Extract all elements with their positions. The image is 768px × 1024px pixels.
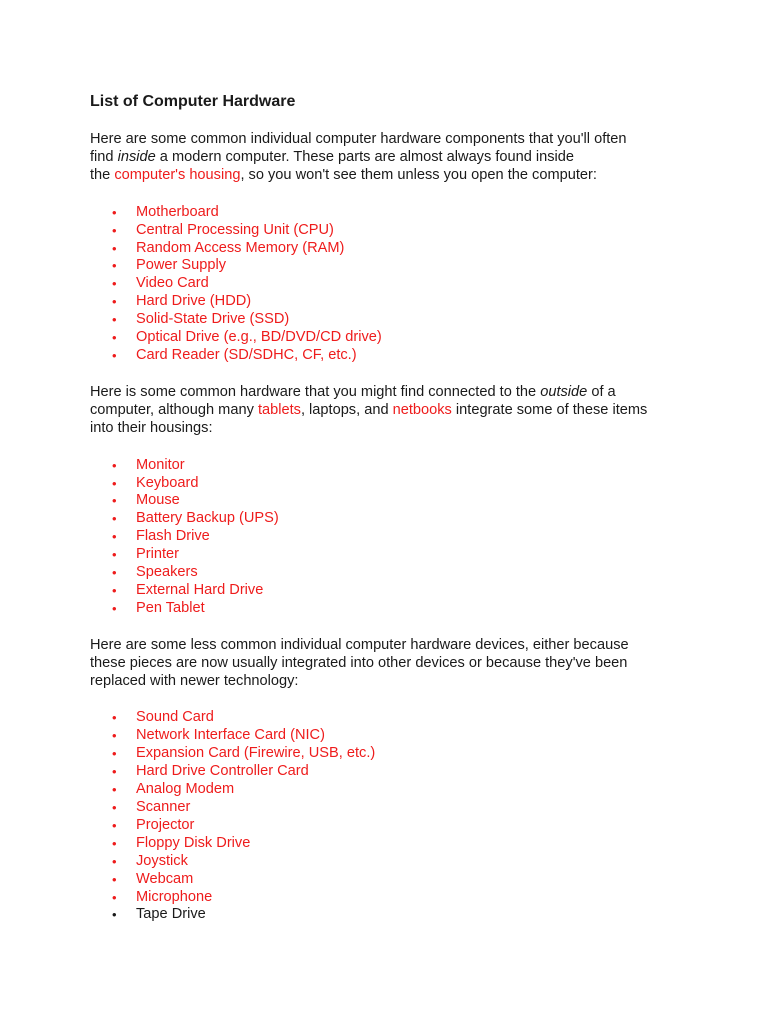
bullet-icon: • — [112, 728, 117, 744]
list-item[interactable] — [90, 727, 710, 745]
list-item-label: Keyboard — [136, 474, 199, 491]
list-item[interactable] — [90, 853, 710, 871]
bullet-icon: • — [112, 871, 117, 887]
list-item[interactable] — [90, 204, 710, 222]
bullet-icon: • — [112, 889, 117, 905]
list-item[interactable] — [90, 240, 710, 258]
bullet-icon: • — [112, 600, 117, 616]
bullet-icon: • — [112, 457, 117, 473]
list-item[interactable] — [90, 564, 710, 582]
intro3-line2: these pieces are now usually integrated into other devices or because they've been — [90, 654, 628, 671]
list-item[interactable] — [90, 492, 710, 510]
list-item-label: Motherboard — [136, 203, 219, 220]
list-item[interactable] — [90, 528, 710, 546]
bullet-icon: • — [112, 782, 117, 798]
bullet-icon: • — [112, 835, 117, 851]
intro2-line2c: integrate some of these items — [451, 401, 648, 418]
list-item-label: Hard Drive (HDD) — [136, 293, 252, 310]
list-item-label: Mouse — [136, 492, 180, 509]
outside-hardware-list — [90, 457, 710, 618]
list-item[interactable] — [90, 510, 710, 528]
intro1-line2b: a modern computer. These parts are almost always found inside — [155, 148, 575, 165]
list-item-label: External Hard Drive — [136, 581, 264, 598]
intro2-line2a: computer, although many — [90, 401, 258, 418]
intro-paragraph-inside — [90, 131, 710, 185]
bullet-icon: • — [112, 817, 117, 833]
intro2-line1a: Here is some common hardware that you might find connected to the — [90, 383, 541, 400]
intro2-line3: into their housings: — [90, 419, 213, 436]
tablets-link[interactable]: tablets — [257, 401, 301, 418]
intro-paragraph-less-common — [90, 637, 710, 691]
list-item[interactable] — [90, 763, 710, 781]
intro3-line3: replaced with newer technology: — [90, 672, 299, 689]
bullet-icon: • — [112, 746, 117, 762]
list-item[interactable] — [90, 293, 710, 311]
list-item-label: Flash Drive — [136, 528, 210, 545]
list-item[interactable] — [90, 311, 710, 329]
bullet-icon: • — [112, 475, 117, 491]
bullet-icon: • — [112, 258, 117, 274]
netbooks-link[interactable]: netbooks — [392, 401, 452, 418]
list-item[interactable] — [90, 889, 710, 907]
intro2-italic-outside: outside — [540, 383, 588, 400]
list-item[interactable] — [90, 257, 710, 275]
list-item[interactable] — [90, 222, 710, 240]
list-item-label: Battery Backup (UPS) — [136, 510, 279, 527]
list-item-label: Sound Card — [136, 709, 214, 726]
list-item[interactable] — [90, 546, 710, 564]
bullet-icon: • — [112, 511, 117, 527]
list-item-label: Speakers — [136, 564, 198, 581]
list-item-label: Tape Drive — [136, 906, 206, 923]
list-item-label: Joystick — [136, 852, 188, 869]
list-item-label: Pen Tablet — [136, 599, 205, 616]
list-item[interactable] — [90, 817, 710, 835]
list-item-label: Central Processing Unit (CPU) — [136, 221, 334, 238]
list-item[interactable] — [90, 347, 710, 365]
list-item[interactable] — [90, 582, 710, 600]
bullet-icon: • — [112, 529, 117, 545]
less-common-hardware-list — [90, 709, 710, 924]
list-item[interactable] — [90, 475, 710, 493]
list-item-label: Printer — [136, 546, 179, 563]
intro1-italic-inside: inside — [117, 148, 156, 165]
bullet-icon: • — [112, 347, 117, 363]
list-item-label: Floppy Disk Drive — [136, 834, 251, 851]
list-item[interactable] — [90, 600, 710, 618]
bullet-icon: • — [112, 710, 117, 726]
inside-hardware-list — [90, 204, 710, 365]
list-item[interactable] — [90, 457, 710, 475]
list-item-label: Optical Drive (e.g., BD/DVD/CD drive) — [136, 329, 382, 346]
list-item[interactable] — [90, 709, 710, 727]
list-item-label: Power Supply — [136, 257, 227, 274]
intro1-line3b: , so you won't see them unless you open the computer: — [240, 166, 597, 183]
bullet-icon: • — [112, 204, 117, 220]
list-item[interactable] — [90, 275, 710, 293]
intro2-line1b: of a — [587, 383, 616, 400]
list-item-label: Hard Drive Controller Card — [136, 763, 309, 780]
bullet-icon: • — [112, 853, 117, 869]
intro3-line1: Here are some less common individual computer hardware devices, either because — [90, 636, 629, 653]
list-item[interactable] — [90, 329, 710, 347]
list-item[interactable] — [90, 745, 710, 763]
list-item-label: Card Reader (SD/SDHC, CF, etc.) — [136, 346, 357, 363]
list-item-label: Video Card — [136, 275, 209, 292]
list-item[interactable] — [90, 781, 710, 799]
list-item-label: Projector — [136, 816, 195, 833]
list-item — [90, 906, 710, 924]
bullet-icon: • — [112, 276, 117, 292]
bullet-icon: • — [112, 294, 117, 310]
computer-housing-link[interactable]: computer's housing — [114, 166, 241, 183]
intro1-line2a: find — [90, 148, 118, 165]
bullet-icon: • — [112, 800, 117, 815]
list-item-label: Scanner — [136, 799, 191, 815]
bullet-icon: • — [112, 312, 117, 328]
bullet-icon: • — [112, 565, 117, 581]
intro-paragraph-outside — [90, 384, 710, 438]
intro2-line2b: , laptops, and — [300, 401, 393, 418]
bullet-icon: • — [112, 240, 117, 256]
list-item-label: Analog Modem — [136, 781, 235, 798]
bullet-icon: • — [112, 907, 117, 923]
bullet-icon: • — [112, 330, 117, 346]
list-item-label: Network Interface Card (NIC) — [136, 727, 325, 744]
bullet-icon: • — [112, 493, 117, 509]
list-item-label: Microphone — [136, 888, 213, 905]
list-item-label: Solid-State Drive (SSD) — [136, 311, 290, 328]
list-item[interactable] — [90, 835, 710, 853]
bullet-icon: • — [112, 582, 117, 598]
list-item-label: Random Access Memory (RAM) — [136, 239, 345, 256]
document-page — [90, 92, 710, 924]
intro1-line3a: the — [90, 166, 115, 183]
bullet-icon: • — [112, 222, 117, 238]
bullet-icon: • — [112, 547, 117, 563]
list-item[interactable] — [90, 871, 710, 889]
bullet-icon: • — [112, 764, 117, 780]
list-item-label: Expansion Card (Firewire, USB, etc.) — [136, 745, 376, 762]
list-item-label: Webcam — [136, 870, 194, 887]
list-item-label: Monitor — [136, 456, 185, 473]
page-title: List of Computer Hardware — [90, 93, 296, 110]
list-item[interactable] — [90, 799, 710, 817]
intro1-line1: Here are some common individual computer hardware components that you'll often — [90, 131, 627, 147]
